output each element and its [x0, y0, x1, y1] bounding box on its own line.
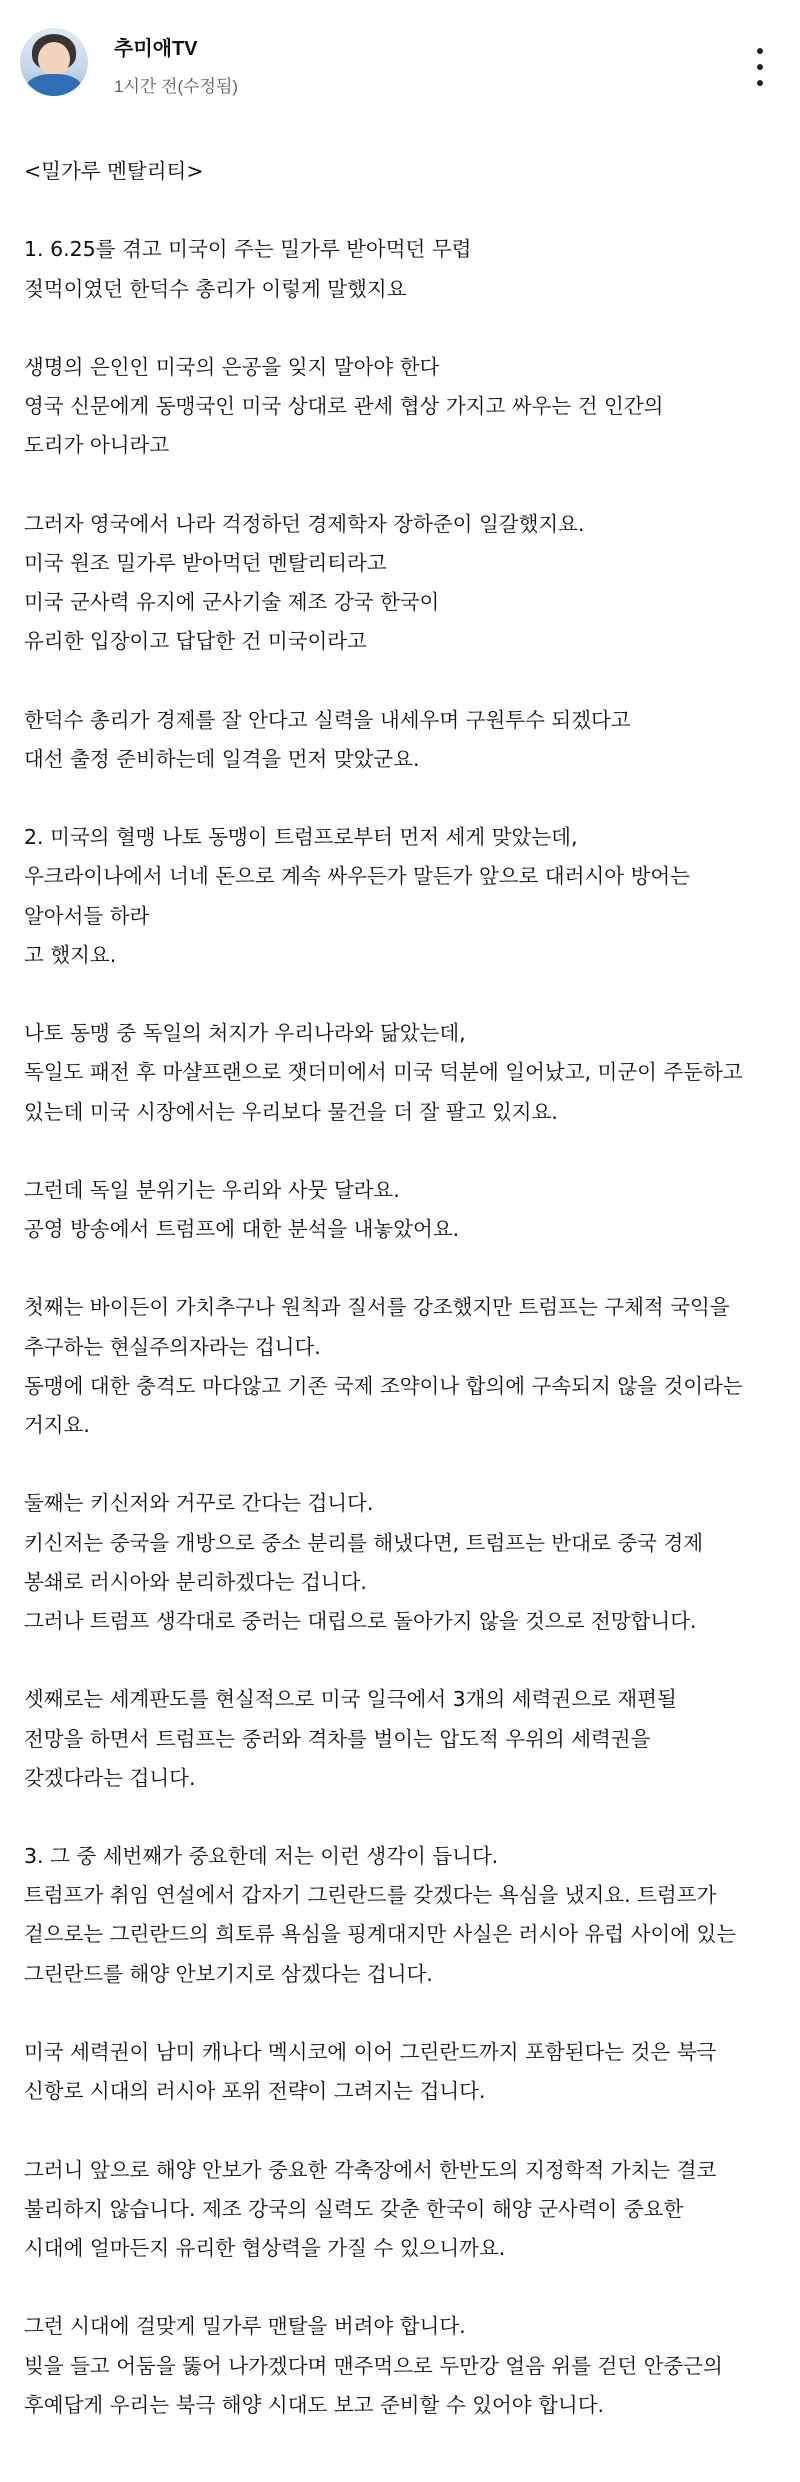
blank-line: [24, 661, 776, 700]
post-text-line: 영국 신문에게 동맹국인 미국 상대로 관세 협상 가지고 싸우는 건 인간의: [24, 394, 664, 419]
blank-line: [24, 2268, 776, 2307]
blank-line: [24, 1445, 776, 1484]
post-text-line: 우크라이나에서 너네 돈으로 계속 싸우든가 말든가 앞으로 대러시아 방어는: [24, 864, 691, 889]
post-text-line: <밀가루 멘탈리티>: [24, 159, 204, 183]
post-text-line: 트럼프가 취임 연설에서 갑자기 그린란드를 갖겠다는 욕심을 냈지요. 트럼프가: [24, 1883, 717, 1908]
post-text-line: 있는데 미국 시장에서는 우리보다 물건을 더 잘 팔고 있지요.: [24, 1099, 558, 1124]
post-text-line: 생명의 은인인 미국의 은공을 잊지 말아야 한다: [24, 354, 440, 379]
post-text-line: 나토 동맹 중 독일의 처지가 우리나라와 닮았는데,: [24, 1021, 466, 1046]
blank-line: [24, 1132, 776, 1171]
post-text-line: 겉으로는 그린란드의 희토류 욕심을 핑계대지만 사실은 러시아 유럽 사이에 있는: [24, 1922, 737, 1947]
post-text-line: 갖겠다라는 겁니다.: [24, 1765, 196, 1790]
post-text-line: 추구하는 현실주의자라는 겁니다.: [24, 1334, 321, 1359]
post-text-line: 1. 6.25를 겪고 미국이 주는 밀가루 받아먹던 무렵: [24, 237, 472, 262]
post-timestamp: 1시간 전(수정됨): [114, 77, 239, 96]
post-text-line: 미국 군사력 유지에 군사기술 제조 강국 한국이: [24, 590, 440, 615]
blank-line: [24, 1249, 776, 1288]
blank-line: [24, 191, 776, 230]
post-text-line: 젖먹이였던 한덕수 총리가 이렇게 말했지요: [24, 276, 407, 301]
post-text-line: 그런데 독일 분위기는 우리와 사뭇 달라요.: [24, 1177, 400, 1202]
post-text-line: 빚을 들고 어둠을 뚫어 나가겠다며 맨주먹으로 두만강 얼음 위를 걷던 안중근의: [24, 2353, 723, 2378]
post-text-line: 고 했지요.: [24, 942, 117, 967]
post-text-line: 알아서들 하라: [24, 903, 150, 928]
post-header: [20, 28, 780, 108]
post-body: [24, 152, 776, 2425]
post-text-line: 키신저는 중국을 개방으로 중소 분리를 해냈다면, 트럼프는 반대로 중국 경제: [24, 1530, 704, 1555]
post-text-line: 2. 미국의 혈맹 나토 동맹이 트럼프로부터 먼저 세게 맞았는데,: [24, 825, 578, 850]
post-text-line: 신항로 시대의 러시아 포위 전략이 그려지는 겁니다.: [24, 2079, 486, 2104]
vertical-ellipsis-icon: [757, 64, 763, 70]
post-text-line: 한덕수 총리가 경제를 잘 안다고 실력을 내세우며 구원투수 되겠다고: [24, 707, 631, 732]
post-text-line: 시대에 얼마든지 유리한 협상력을 가질 수 있으니까요.: [24, 2235, 506, 2260]
vertical-ellipsis-icon: [757, 48, 763, 54]
blank-line: [24, 2111, 776, 2150]
post-text-line: 그런 시대에 걸맞게 밀가루 맨탈을 버려야 합니다.: [24, 2314, 466, 2339]
blank-line: [24, 1798, 776, 1837]
blank-line: [24, 779, 776, 818]
post-text-line: 봉쇄로 러시아와 분리하겠다는 겁니다.: [24, 1569, 367, 1594]
post-text-line: 공영 방송에서 트럼프에 대한 분석을 내놓았어요.: [24, 1217, 460, 1242]
post-text-line: 그린란드를 해양 안보기지로 삼겠다는 겁니다.: [24, 1961, 433, 1986]
post-text-line: 거지요.: [24, 1413, 90, 1437]
post-text-line: 미국 세력권이 남미 캐나다 멕시코에 이어 그린란드까지 포함된다는 것은 북극: [24, 2040, 717, 2064]
blank-line: [24, 309, 776, 348]
post-text-line: 후예답게 우리는 북극 해양 시대도 보고 준비할 수 있어야 합니다.: [24, 2392, 605, 2417]
post-text-line: 대선 출정 준비하는데 일격을 먼저 맞았군요.: [24, 746, 420, 771]
post-text-line: 그러나 트럼프 생각대로 중러는 대립으로 돌아가지 않을 것으로 전망합니다.: [24, 1608, 697, 1633]
channel-avatar[interactable]: [20, 28, 88, 96]
vertical-ellipsis-icon: [757, 80, 763, 86]
post-text-line: 전망을 하면서 트럼프는 중러와 격차를 벌이는 압도적 우위의 세력권을: [24, 1726, 651, 1751]
post-text-line: 불리하지 않습니다. 제조 강국의 실력도 갖춘 한국이 해양 군사력이 중요한: [24, 2196, 684, 2221]
post-text-line: 유리한 입장이고 답답한 건 미국이라고: [24, 629, 367, 654]
post-text-line: 미국 원조 밀가루 받아먹던 멘탈리티라고: [24, 550, 387, 575]
blank-line: [24, 975, 776, 1014]
post-text-line: 둘째는 키신저와 거꾸로 간다는 겁니다.: [24, 1491, 374, 1516]
post-text-line: 그러자 영국에서 나라 걱정하던 경제학자 장하준이 일갈했지요.: [24, 511, 585, 536]
avatar-face: [38, 42, 70, 76]
more-options-button[interactable]: [740, 42, 780, 94]
blank-line: [24, 466, 776, 505]
post-text-line: 동맹에 대한 충격도 마다않고 기존 국제 조약이나 합의에 구속되지 않을 것이라는: [24, 1373, 743, 1398]
post-text-line: 첫째는 바이든이 가치추구나 원칙과 질서를 강조했지만 트럼프는 구체적 국익을: [24, 1295, 730, 1320]
post-text-line: 셋째로는 세계판도를 현실적으로 미국 일극에서 3개의 세력권으로 재편될: [24, 1687, 677, 1712]
blank-line: [24, 1641, 776, 1680]
post-text-line: 도리가 아니라고: [24, 433, 170, 458]
post-text-line: 그러니 앞으로 해양 안보가 중요한 각축장에서 한반도의 지정학적 가치는 결코: [24, 2157, 717, 2182]
post-text-line: 독일도 패전 후 마샬프랜으로 잿더미에서 미국 덕분에 일어났고, 미군이 주둔하고: [24, 1060, 743, 1085]
avatar-body: [26, 74, 82, 96]
channel-name[interactable]: 추미애TV: [114, 38, 198, 60]
post-text-line: 3. 그 중 세번째가 중요한데 저는 이런 생각이 듭니다.: [24, 1844, 499, 1869]
blank-line: [24, 1994, 776, 2033]
